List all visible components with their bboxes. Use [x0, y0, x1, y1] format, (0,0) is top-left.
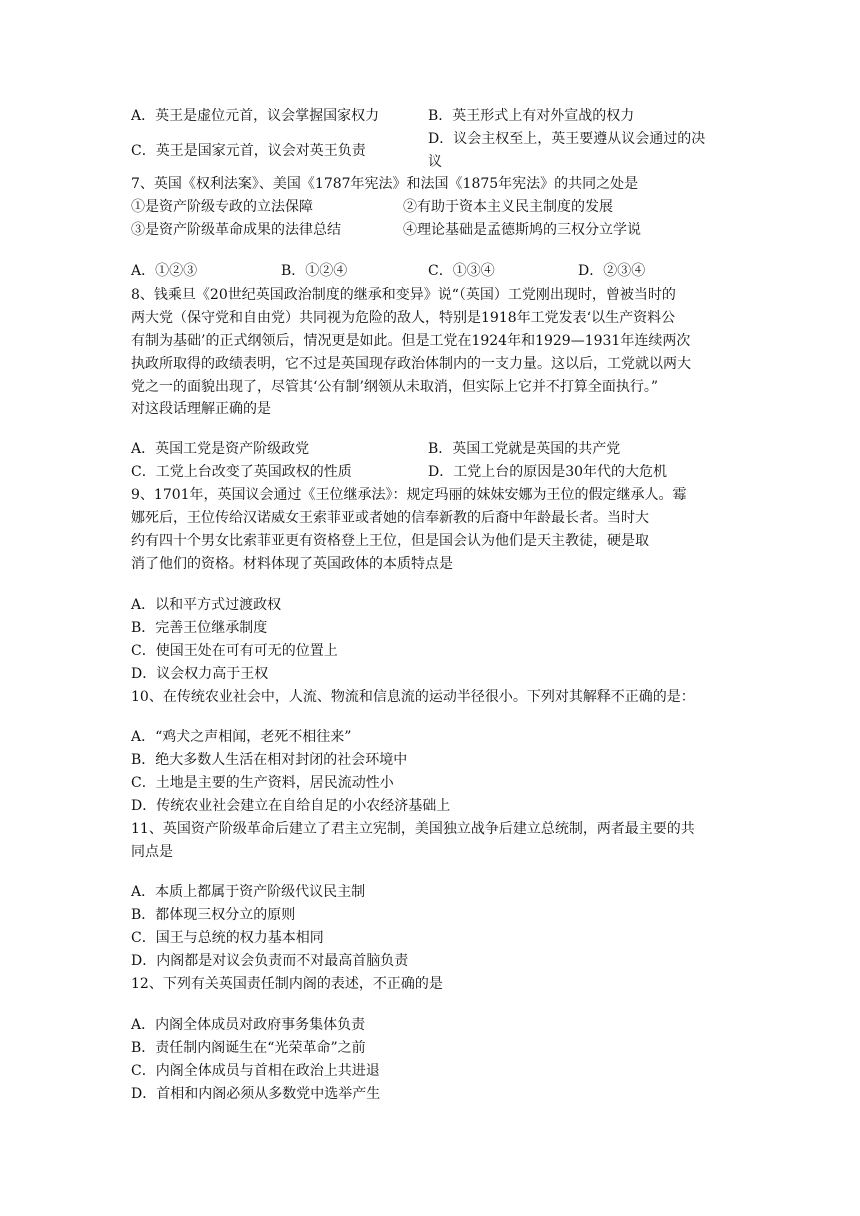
q6-option-d-line2: 议 [428, 154, 442, 170]
q9-option-b: B．完善王位继承制度 [131, 620, 268, 636]
q11-option-b: B．都体现三权分立的原则 [131, 907, 296, 923]
q7-item-1: ①是资产阶级专政的立法保障 [131, 199, 313, 215]
q6-option-c: C．英王是国家元首，议会对英王负责 [131, 143, 366, 159]
q8-line-2: 两大党（保守党和自由党）共同视为危险的敌人，特别是1918年工党发表‘以生产资料公 [131, 310, 676, 326]
q7-option-d: D．②③④ [578, 263, 646, 279]
q6-option-b: B．英王形式上有对外宣战的权力 [428, 108, 635, 124]
q6-option-d-line1: D．议会主权至上，英王要遵从议会通过的决 [428, 131, 706, 147]
q12-option-b: B．责任制内阁诞生在“光荣革命”之前 [131, 1040, 366, 1056]
q7-items [131, 196, 741, 242]
q7-options [131, 260, 741, 282]
q12-option-c: C．内阁全体成员与首相在政治上共进退 [131, 1063, 380, 1079]
q8-options [131, 438, 741, 484]
q8-line-1: 8、钱乘旦《20世纪英国政治制度的继承和变异》说“（英国）工党刚出现时，曾被当时的 [131, 287, 676, 303]
q6-options [131, 105, 741, 171]
q9-line-3: 约有四十个男女比索菲亚更有资格登上王位，但是国会认为他们是天主教徒，硬是取 [131, 533, 649, 549]
q8-option-a: A．英国工党是资产阶级政党 [131, 441, 310, 457]
q12-option-d: D．首相和内阁必须从多数党中选举产生 [131, 1086, 381, 1102]
q7-option-a: A．①②③ [131, 263, 198, 279]
q6-option-a: A．英王是虚位元首，议会掌握国家权力 [131, 108, 380, 124]
q10-option-b: B．绝大多数人生活在相对封闭的社会环境中 [131, 752, 408, 768]
q11-option-c: C．国王与总统的权力基本相同 [131, 930, 324, 946]
q7-stem: 7、英国《权利法案》、美国《1787年宪法》和法国《1875年宪法》的共同之处是 [131, 176, 639, 192]
q7-item-3: ③是资产阶级革命成果的法律总结 [131, 222, 341, 238]
q9-line-1: 9、1701年，英国议会通过《王位继承法》：规定玛丽的妹妹安娜为王位的假定继承人。霉 [131, 487, 687, 503]
q8-line-5: 党之一的面貌出现了，尽管其‘公有制’纲领从未取消，但实际上它并不打算全面执行。” [131, 379, 659, 395]
q10-option-c: C．土地是主要的生产资料，居民流动性小 [131, 775, 394, 791]
q9-option-a: A．以和平方式过渡政权 [131, 597, 282, 613]
q9-line-2: 娜死后，王位传给汉诺威女王索菲亚或者她的信奉新教的后裔中年龄最长者。当时大 [131, 510, 649, 526]
q10-stem: 10、在传统农业社会中，人流、物流和信息流的运动半径很小。下列对其解释不正确的是： [131, 689, 695, 705]
q10-option-a: A．“鸡犬之声相闻，老死不相往来” [131, 729, 352, 745]
q12-stem: 12、下列有关英国责任制内阁的表述，不正确的是 [131, 976, 443, 992]
q9-option-d: D．议会权力高于王权 [131, 666, 269, 682]
q8-line-4: 执政所取得的政绩表明，它不过是英国现存政治体制内的一支力量。这以后，工党就以两大 [131, 356, 691, 372]
q9-option-c: C．使国王处在可有可无的位置上 [131, 643, 338, 659]
q8-option-c: C．工党上台改变了英国政权的性质 [131, 464, 352, 480]
q11-option-d: D．内阁都是对议会负责而不对最高首脑负责 [131, 953, 409, 969]
q8-option-b: B．英国工党就是英国的共产党 [428, 441, 621, 457]
q7-option-c: C．①③④ [428, 263, 495, 279]
q8-line-6: 对这段话理解正确的是 [131, 401, 271, 417]
q7-item-2: ②有助于资本主义民主制度的发展 [403, 199, 613, 215]
q7-item-4: ④理论基础是孟德斯鸠的三权分立学说 [403, 222, 641, 238]
q7-option-b: B．①②④ [281, 263, 348, 279]
q11-line-1: 11、英国资产阶级革命后建立了君主立宪制，美国独立战争后建立总统制，两者最主要的共 [131, 821, 695, 837]
q11-option-a: A．本质上都属于资产阶级代议民主制 [131, 884, 366, 900]
q11-line-2: 同点是 [131, 844, 173, 860]
q8-line-3: 有制为基础’的正式纲领后，情况更是如此。但是工党在1924年和1929—1931年连续两次 [131, 333, 691, 349]
q8-option-d: D．工党上台的原因是30年代的大危机 [428, 464, 668, 480]
q12-option-a: A．内阁全体成员对政府事务集体负责 [131, 1017, 366, 1033]
q9-line-4: 消了他们的资格。材料体现了英国政体的本质特点是 [131, 556, 453, 572]
q10-option-d: D．传统农业社会建立在自给自足的小农经济基础上 [131, 798, 451, 814]
